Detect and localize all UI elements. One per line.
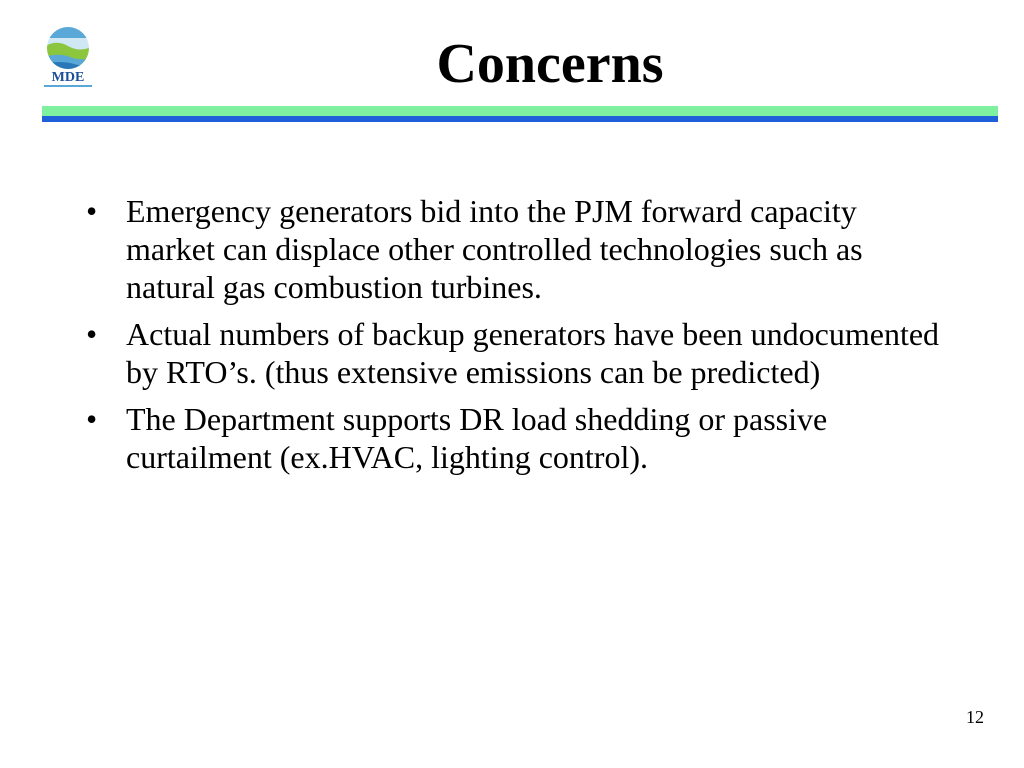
page-number: 12 bbox=[966, 707, 984, 727]
bullet-text: Actual numbers of backup generators have been undocumented by RTO’s. (thus extensive emissions can be predicted) bbox=[126, 316, 940, 390]
bullet-list bbox=[86, 192, 946, 485]
title-divider-blue bbox=[42, 116, 998, 122]
slide-title: Concerns bbox=[436, 33, 664, 95]
bullet-item bbox=[86, 315, 946, 391]
title-divider-green bbox=[42, 106, 998, 116]
bullet-item bbox=[86, 192, 946, 306]
logo-text: MDE bbox=[51, 70, 85, 85]
bullet-item bbox=[86, 400, 946, 476]
bullet-text: Emergency generators bid into the PJM forward capacity market can displace other controlled technologies such as natural gas combustion turbines. bbox=[126, 193, 863, 305]
bullet-text: The Department supports DR load shedding or passive curtailment (ex.HVAC, lighting control). bbox=[126, 401, 828, 475]
bullet-icon: • bbox=[86, 193, 98, 229]
bullet-icon: • bbox=[86, 401, 98, 437]
bullet-icon: • bbox=[86, 316, 98, 352]
